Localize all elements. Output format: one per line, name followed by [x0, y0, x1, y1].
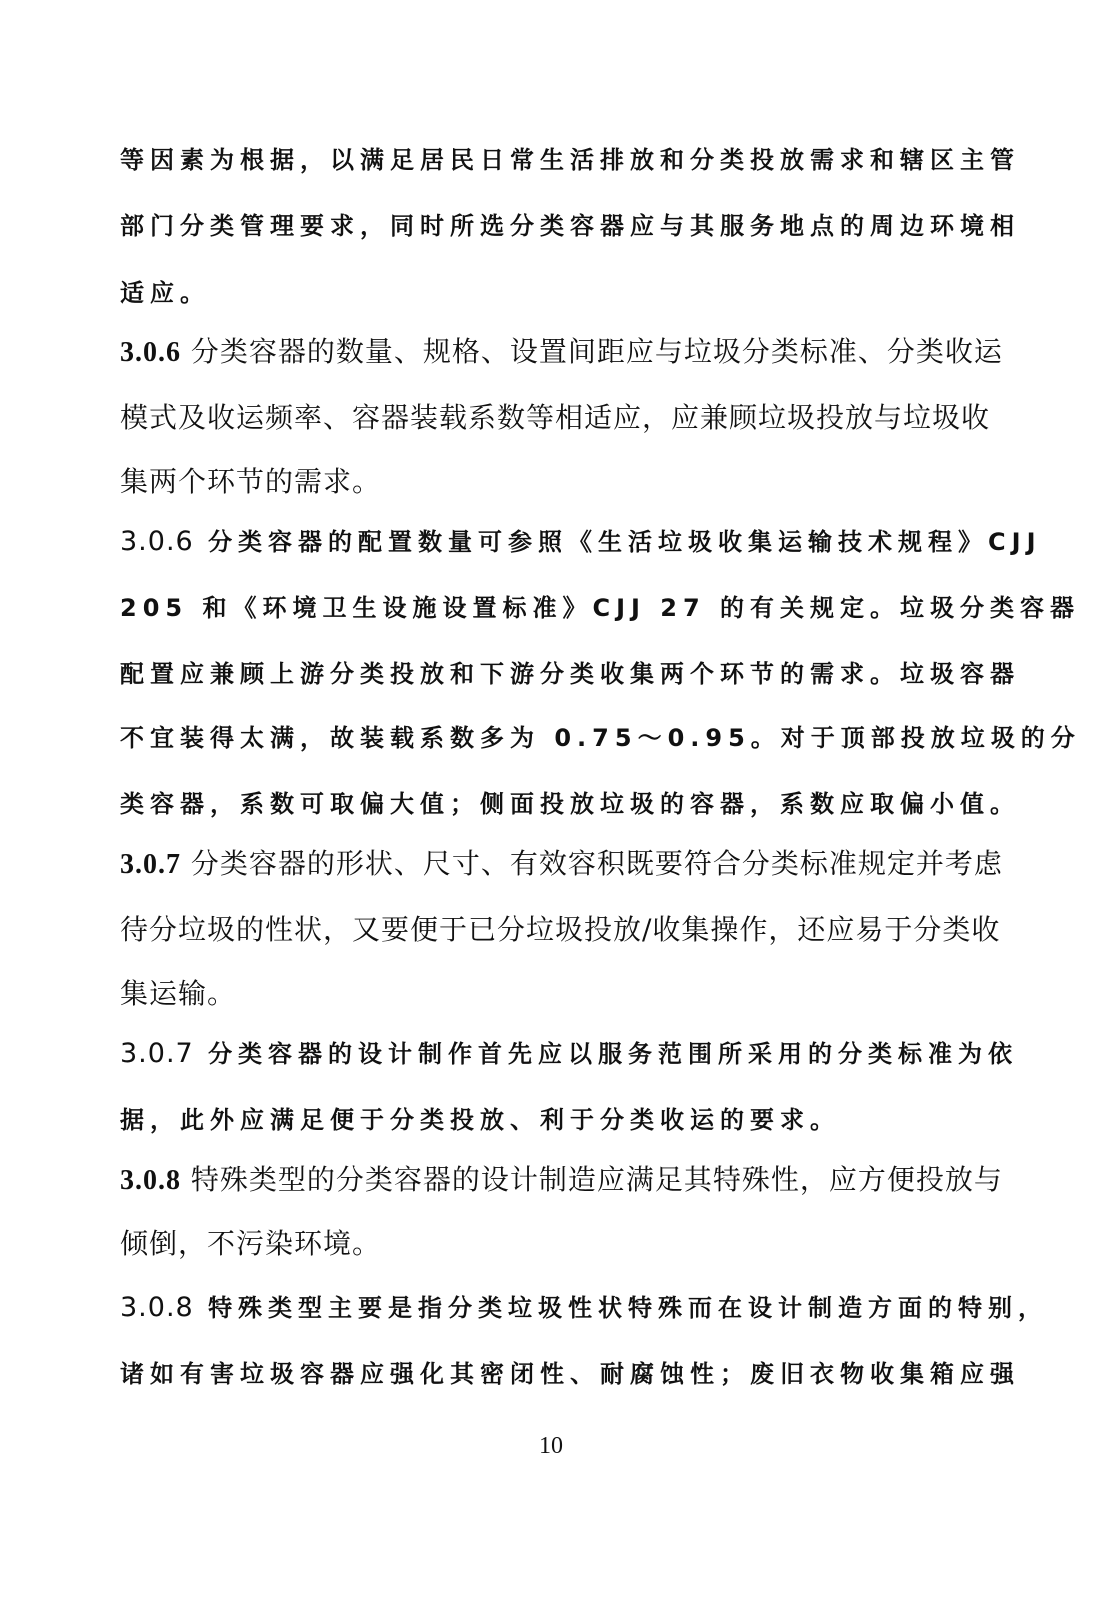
- text-line: 倾倒，不污染环境。: [120, 1227, 382, 1260]
- text-line: [120, 1288, 1048, 1323]
- text-line: [120, 1034, 1018, 1069]
- text-line: 集运输。: [120, 977, 237, 1010]
- text-line: 诸如有害垃圾容器应强化其密闭性、耐腐蚀性；废旧衣物收集箱应强: [120, 1360, 1020, 1388]
- text-line: 待分垃圾的性状，又要便于已分垃圾投放/收集操作，还应易于分类收: [120, 913, 1001, 946]
- explanation-text: 分类容器的设计制作首先应以服务范围所采用的分类标准为依: [208, 1040, 1019, 1068]
- clause-number: 3.0.7: [120, 849, 181, 880]
- text-line: 类容器，系数可取偏大值；侧面投放垃圾的容器，系数应取偏小值。: [120, 790, 1020, 818]
- text-line: 205 和《环境卫生设施设置标准》CJJ 27 的有关规定。垃圾分类容器: [120, 594, 1081, 622]
- text-line: [120, 522, 1042, 557]
- explanation-number: 3.0.6: [120, 526, 194, 557]
- text-line: [120, 330, 1003, 370]
- clause-text: 分类容器的数量、规格、设置间距应与垃圾分类标准、分类收运: [190, 335, 1003, 368]
- explanation-text: 特殊类型主要是指分类垃圾性状特殊而在设计制造方面的特别，: [208, 1294, 1049, 1322]
- text-line: 模式及收运频率、容器装载系数等相适应，应兼顾垃圾投放与垃圾收: [120, 401, 991, 434]
- text-line: 不宜装得太满，故装载系数多为 0.75～0.95。对于顶部投放垃圾的分: [120, 724, 1081, 752]
- text-line: 集两个环节的需求。: [120, 465, 382, 498]
- explanation-text: 分类容器的配置数量可参照《生活垃圾收集运输技术规程》CJJ: [208, 528, 1042, 556]
- explanation-number: 3.0.7: [120, 1038, 194, 1069]
- text-line: 适应。: [120, 279, 210, 307]
- page-number: 10: [539, 1433, 563, 1459]
- text-line: [120, 1158, 1003, 1198]
- text-line: 等因素为根据，以满足居民日常生活排放和分类投放需求和辖区主管: [120, 146, 1020, 174]
- text-line: 部门分类管理要求，同时所选分类容器应与其服务地点的周边环境相: [120, 212, 1020, 240]
- clause-text: 分类容器的形状、尺寸、有效容积既要符合分类标准规定并考虑: [190, 847, 1003, 880]
- explanation-number: 3.0.8: [120, 1292, 194, 1323]
- text-line: 配置应兼顾上游分类投放和下游分类收集两个环节的需求。垃圾容器: [120, 660, 1020, 688]
- clause-number: 3.0.6: [120, 337, 181, 368]
- clause-text: 特殊类型的分类容器的设计制造应满足其特殊性，应方便投放与: [190, 1163, 1003, 1196]
- text-line: 据，此外应满足便于分类投放、利于分类收运的要求。: [120, 1106, 840, 1134]
- text-line: [120, 842, 1003, 882]
- clause-number: 3.0.8: [120, 1165, 181, 1196]
